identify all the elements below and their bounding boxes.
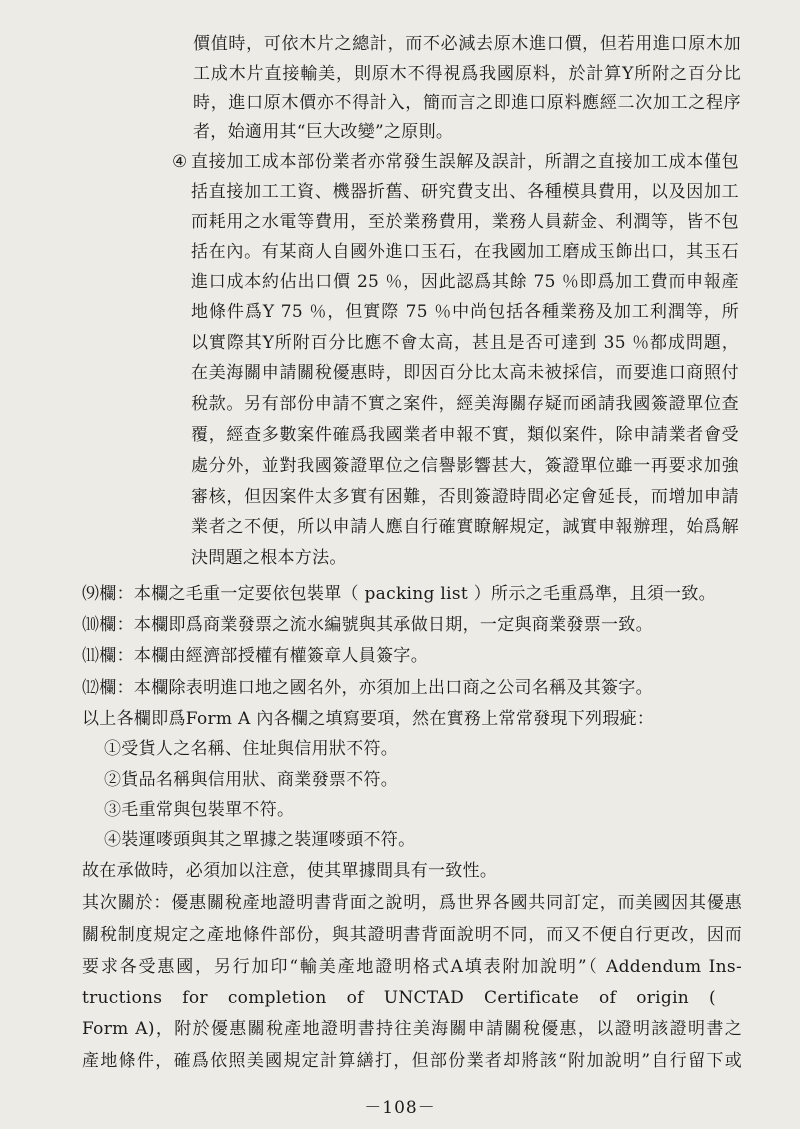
text-line: 者，始適用其“巨大改變”之原則。 — [193, 122, 454, 142]
text-line: 要求各受惠國，另行加印“輸美產地證明格式A填表附加說明”（ Addendum Ins- — [82, 957, 742, 977]
text-line: 進口成本約佔出口價 25 ％，因此認爲其餘 75 ％即爲加工費而申報產 — [191, 272, 739, 292]
text-line: 直接加工成本部份業者亦常發生誤解及誤計，所謂之直接加工成本僅包 — [191, 152, 739, 172]
defect-item: ②貨品名稱與信用狀、商業發票不符。 — [104, 770, 399, 790]
defect-item: ③毛重常與包裝單不符。 — [104, 800, 295, 820]
text-line: 括直接加工工資、機器折舊、研究費支出、各種模具費用，以及因加工 — [191, 182, 739, 202]
text-line: 而耗用之水電等費用，至於業務費用，業務人員薪金、利潤等，皆不包 — [191, 212, 739, 232]
text-line: 括在內。有某商人自國外進口玉石，在我國加工磨成玉飾出口，其玉石 — [191, 242, 739, 262]
text-line: 稅款。另有部份申請不實之案件，經美海關存疑而函請我國簽證單位查 — [191, 394, 739, 414]
defect-item: ①受貨人之名稱、住址與信用狀不符。 — [104, 739, 399, 759]
text-line: 在美海關申請關稅優惠時，即因百分比太高未被採信，而要進口商照付 — [191, 363, 739, 383]
point-marker: ④ — [172, 152, 188, 172]
column-item: ⑾欄：本欄由經濟部授權有權簽章人員簽字。 — [82, 646, 428, 666]
column-item: ⑿欄：本欄除表明進口地之國名外，亦須加上出口商之公司名稱及其簽字。 — [82, 678, 653, 698]
text-line: 審核，但因案件太多實有困難，否則簽證時間必定會延長，而增加申請 — [191, 487, 739, 507]
text-line: 業者之不便，所以申請人應自行確實瞭解規定，誠實申報辦理，始爲解 — [191, 517, 739, 537]
summary-intro: 以上各欄即爲Form A 內各欄之填寫要項，然在實務上常常發現下列瑕疵： — [82, 709, 655, 729]
text-line: 價值時，可依木片之總計，而不必減去原木進口價，但若用進口原木加 — [193, 34, 741, 54]
text-line: 覆，經查多數案件確爲我國業者申報不實，類似案件，除申請業者會受 — [191, 425, 739, 445]
text-line: 產地條件，確爲依照美國規定計算繕打，但部份業者却將該“附加說明”自行留下或 — [82, 1051, 742, 1071]
page-number: －108－ — [364, 1098, 436, 1118]
text-line: 關稅制度規定之產地條件部份，與其證明書背面說明不同，而又不便自行更改，因而 — [82, 925, 742, 945]
text-line: 工成木片直接輸美，則原木不得視爲我國原料，於計算Y所附之百分比 — [193, 64, 741, 84]
defect-item: ④裝運嘜頭與其之單據之裝運嘜頭不符。 — [104, 830, 416, 850]
text-line: Form A)，附於優惠關稅產地證明書持往美海關申請關稅優惠，以證明該證明書之 — [82, 1019, 742, 1039]
column-item: ⑼欄：本欄之毛重一定要依包裝單（ packing list ）所示之毛重爲準，且須一致。 — [82, 584, 716, 604]
text-line: 決問題之根本方法。 — [191, 548, 347, 568]
caution-line: 故在承做時，必須加以注意，使其單據間具有一致性。 — [82, 861, 498, 881]
text-line: 時，進口原木價亦不得計入，簡而言之即進口原料應經二次加工之程序 — [193, 93, 741, 113]
text-line: 其次關於：優惠關稅產地證明書背面之說明，爲世界各國共同訂定，而美國因其優惠 — [82, 893, 742, 913]
column-item: ⑽欄：本欄即爲商業發票之流水編號與其承做日期，一定與商業發票一致。 — [82, 615, 653, 635]
text-line: 以實際其Y所附百分比應不會太高，甚且是否可達到 35 ％都成問題， — [191, 333, 739, 353]
text-line: 地條件爲Y 75 ％，但實際 75 ％中尚包括各種業務及加工利潤等，所 — [191, 302, 739, 322]
text-line: tructions for completion of UNCTAD Certificate of origin ( — [82, 988, 716, 1008]
text-line: 處分外，並對我國簽證單位之信譽影響甚大，簽證單位雖一再要求加強 — [191, 456, 739, 476]
